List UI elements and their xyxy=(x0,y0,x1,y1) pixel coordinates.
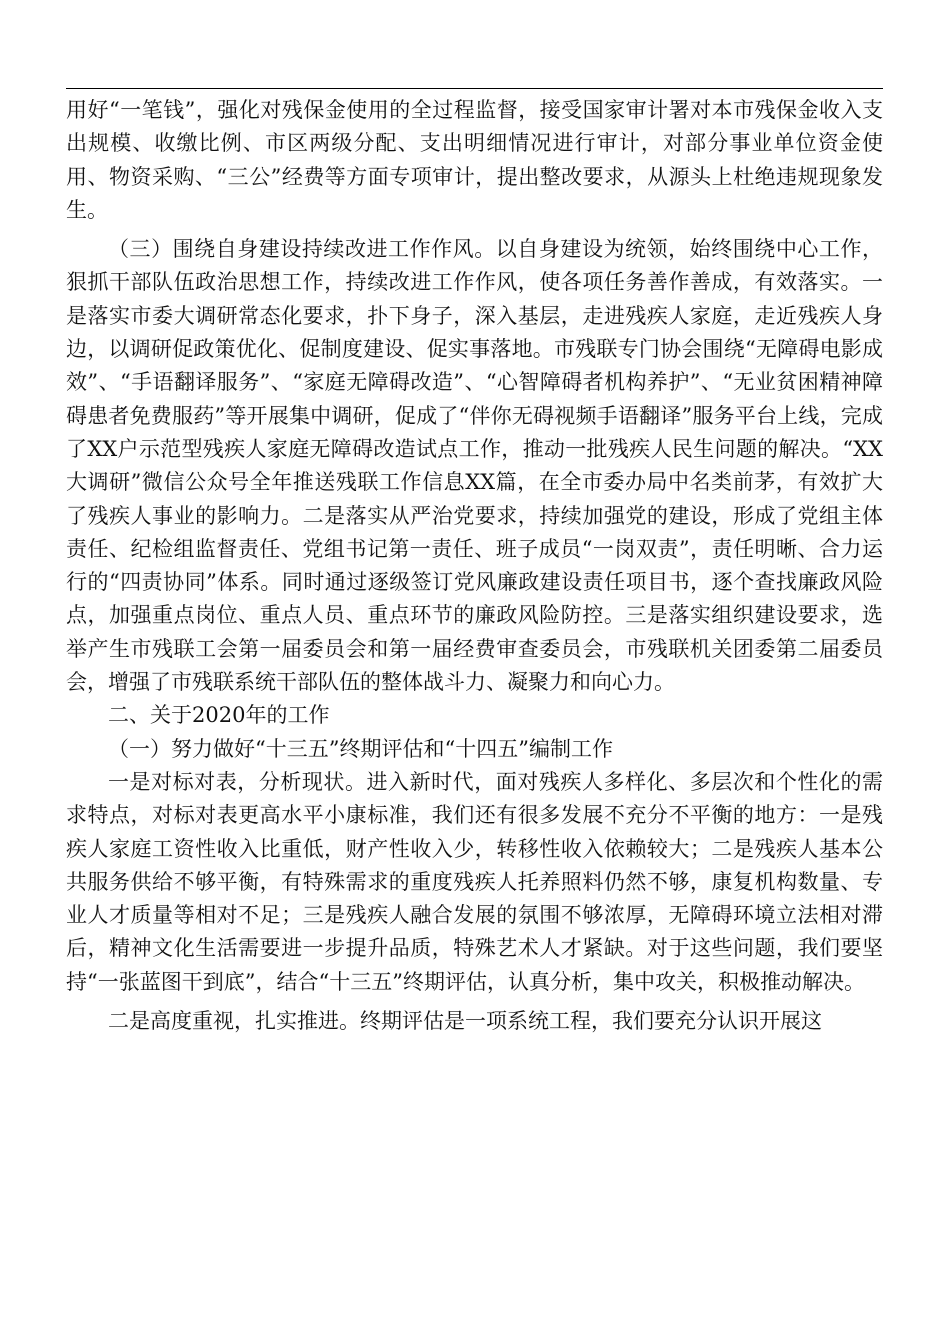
document-body xyxy=(66,94,883,1038)
paragraph-attention-progress: 二是高度重视，扎实推进。终期评估是一项系统工程，我们要充分认识开展这 xyxy=(108,1009,822,1034)
header-rule xyxy=(66,88,883,89)
section-heading-2020-work: 二、关于2020年的工作 xyxy=(108,703,330,728)
subsection-heading-evaluation: （一）努力做好“十三五”终期评估和“十四五”编制工作 xyxy=(108,736,613,761)
paragraph-analysis-status: 一是对标对表，分析现状。进入新时代，面对残疾人多样化、多层次和个性化的需求特点，对标对表更高水平小康标准，我们还有很多发展不充分不平衡的地方：一是残疾人家庭工资性收入比重低，财产性收入少，转移性收入依赖较大；二是残疾人基本公共服务供给不够平衡，有特殊需求的重度残疾人托养照料仍然不够，康复机构数量、专业人才质量等相对不足；三是残疾人融合发展的氛围不够浓厚，无障碍环境立法相对滞后，精神文化生活需要进一步提升品质，特殊艺术人才紧缺。对于这些问题，我们要坚持“一张蓝图干到底”，结合“十三五”终期评估，认真分析，集中攻关，积极推动解决。 xyxy=(66,769,883,994)
paragraph-continued-audit: 用好“一笔钱”，强化对残保金使用的全过程监督，接受国家审计署对本市残保金收入支出规模、收缴比例、市区两级分配、支出明细情况进行审计，对部分事业单位资金使用、物资采购、“三公”经费等方面专项审计，提出整改要求，从源头上杜绝违规现象发生。 xyxy=(66,98,883,222)
paragraph-self-construction: （三）围绕自身建设持续改进工作作风。以自身建设为统领，始终围绕中心工作，狠抓干部队伍政治思想工作，持续改进工作作风，使各项任务善作善成，有效落实。一是落实市委大调研常态化要求，扑下身子，深入基层，走进残疾人家庭，走近残疾人身边，以调研促政策优化、促制度建设、促实事落地。市残联专门协会围绕“无障碍电影成效”、“手语翻译服务”、“家庭无障碍改造”、“心智障碍者机构养护”、“无业贫困精神障碍患者免费服药”等开展集中调研，促成了“伴你无碍视频手语翻译”服务平台上线，完成了XX户示范型残疾人家庭无障碍改造试点工作，推动一批残疾人民生问题的解决。“XX大调研”微信公众号全年推送残联工作信息XX篇，在全市委办局中名类前茅，有效扩大了残疾人事业的影响力。二是落实从严治党要求，持续加强党的建设，形成了党组主体责任、纪检组监督责任、党组书记第一责任、班子成员“一岗双责”，责任明晰、合力运行的“四责协同”体系。同时通过逐级签订党风廉政建设责任项目书，逐个查找廉政风险点，加强重点岗位、重点人员、重点环节的廉政风险防控。三是落实组织建设要求，选举产生市残联工会第一届委员会和第一届经费审查委员会，市残联机关团委第二届委员会，增强了市残联系统干部队伍的整体战斗力、凝聚力和向心力。 xyxy=(66,237,883,695)
